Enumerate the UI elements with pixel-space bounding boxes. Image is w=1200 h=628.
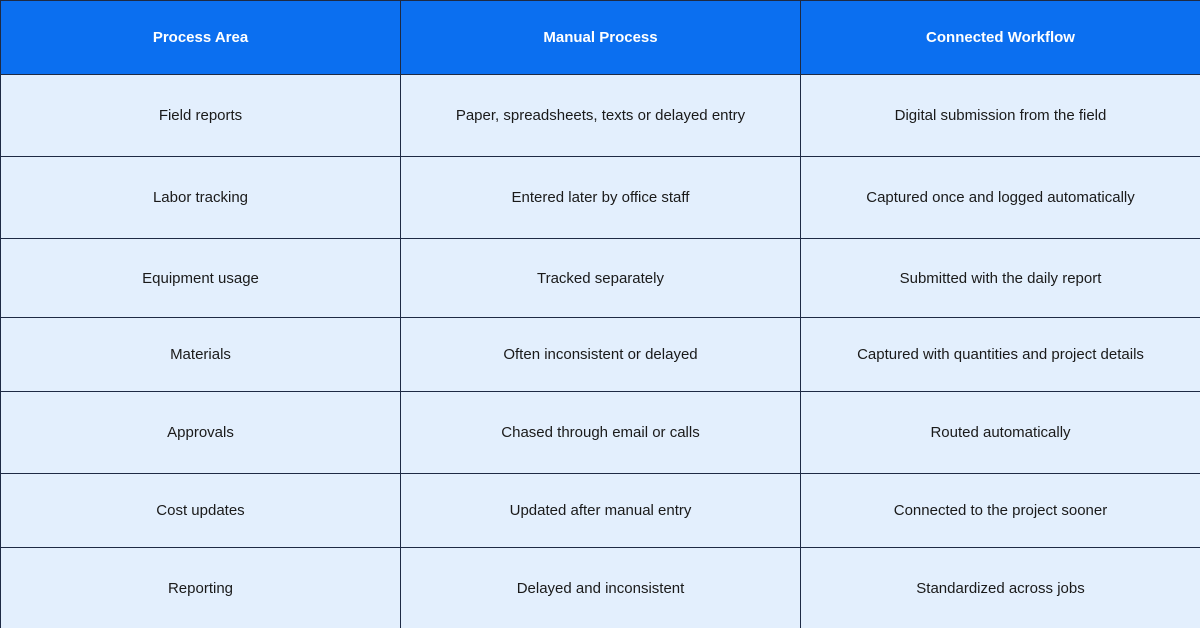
header-connected-workflow: Connected Workflow <box>801 1 1200 75</box>
table-row <box>1 239 1200 318</box>
cell-process-area: Reporting <box>1 548 401 628</box>
cell-process-area: Approvals <box>1 392 401 474</box>
cell-connected-workflow: Digital submission from the field <box>801 75 1200 157</box>
cell-manual-process: Often inconsistent or delayed <box>401 318 801 392</box>
cell-connected-workflow: Connected to the project sooner <box>801 474 1200 548</box>
header-process-area: Process Area <box>1 1 401 75</box>
table-header-row <box>1 1 1200 75</box>
cell-connected-workflow: Submitted with the daily report <box>801 239 1200 318</box>
cell-manual-process: Paper, spreadsheets, texts or delayed entry <box>401 75 801 157</box>
table-row <box>1 474 1200 548</box>
cell-connected-workflow: Captured with quantities and project details <box>801 318 1200 392</box>
table-row <box>1 75 1200 157</box>
cell-manual-process: Chased through email or calls <box>401 392 801 474</box>
cell-manual-process: Delayed and inconsistent <box>401 548 801 628</box>
cell-process-area: Cost updates <box>1 474 401 548</box>
cell-process-area: Equipment usage <box>1 239 401 318</box>
cell-process-area: Field reports <box>1 75 401 157</box>
cell-manual-process: Tracked separately <box>401 239 801 318</box>
table-row <box>1 392 1200 474</box>
table-row <box>1 548 1200 628</box>
header-manual-process: Manual Process <box>401 1 801 75</box>
cell-connected-workflow: Standardized across jobs <box>801 548 1200 628</box>
cell-manual-process: Updated after manual entry <box>401 474 801 548</box>
cell-manual-process: Entered later by office staff <box>401 157 801 239</box>
cell-process-area: Labor tracking <box>1 157 401 239</box>
table-row <box>1 157 1200 239</box>
cell-connected-workflow: Captured once and logged automatically <box>801 157 1200 239</box>
table-row <box>1 318 1200 392</box>
cell-process-area: Materials <box>1 318 401 392</box>
cell-connected-workflow: Routed automatically <box>801 392 1200 474</box>
